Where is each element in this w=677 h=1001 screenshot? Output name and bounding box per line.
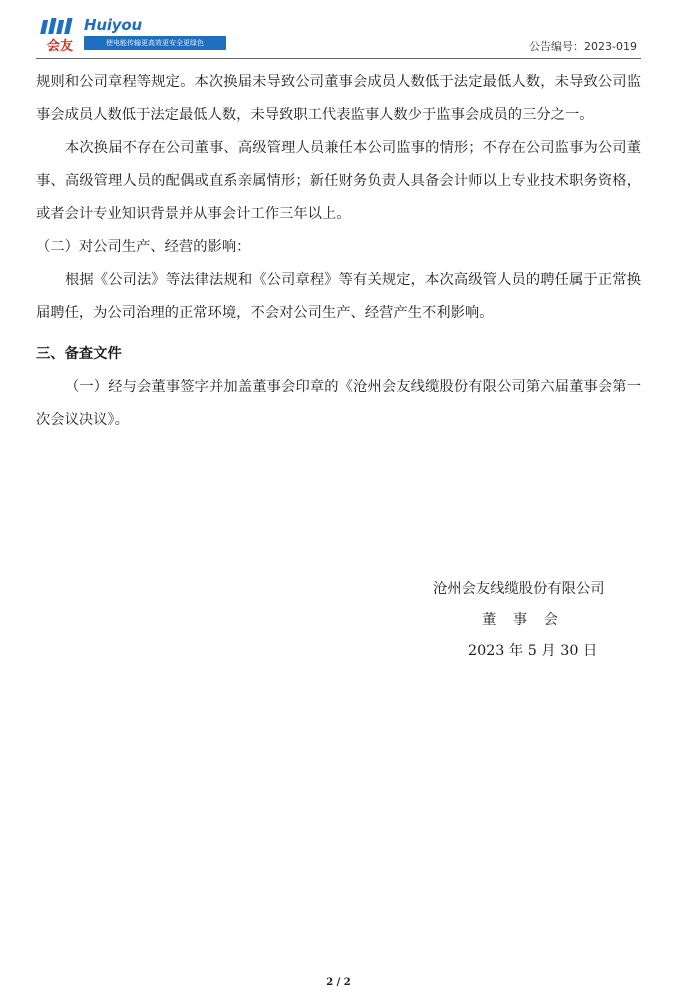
signature-date: 2023 年 5 月 30 日	[468, 643, 598, 659]
signature-block	[360, 574, 660, 667]
document-body	[36, 66, 641, 437]
signature-company: 沧州会友线缆股份有限公司	[433, 581, 605, 597]
section-heading-reference-docs: 三、备查文件	[36, 346, 122, 362]
company-logo	[40, 16, 204, 54]
logo-slogan: 使电能传输更高效更安全更绿色	[84, 36, 226, 50]
signature-board: 董 事 会	[482, 612, 564, 628]
paragraph-continuation: 规则和公司章程等规定。本次换届未导致公司董事会成员人数低于法定最低人数，未导致公司监事会成员人数低于法定最低人数，未导致职工代表监事人数少于监事会成员的三分之一。	[36, 74, 641, 123]
logo-wordmark: Huiyou	[84, 16, 142, 34]
page-number: 2 / 2	[326, 977, 351, 988]
subheading-impact: （二）对公司生产、经营的影响：	[36, 239, 251, 255]
header-divider	[36, 58, 641, 59]
paragraph-impact: 根据《公司法》等法律法规和《公司章程》等有关规定，本次高级管人员的聘任属于正常换届聘任，为公司治理的正常环境，不会对公司生产、经营产生不利影响。	[36, 272, 641, 321]
announcement-number: 公告编号：2023-019	[529, 40, 637, 53]
page-header	[0, 0, 677, 62]
svg-text:会友: 会友	[46, 39, 74, 54]
paragraph-supervisor-conditions: 本次换届不存在公司董事、高级管理人员兼任本公司监事的情形；不存在公司监事为公司董事、高级管理人员的配偶或直系亲属情形；新任财务负责人具备会计师以上专业技术职务资格，或者会计专业知识背景并从事会计工作三年以上。	[36, 140, 641, 222]
logo-mark-icon	[40, 16, 80, 54]
paragraph-reference-doc: （一）经与会董事签字并加盖董事会印章的《沧州会友线缆股份有限公司第六届董事会第一次会议决议》。	[36, 379, 641, 428]
